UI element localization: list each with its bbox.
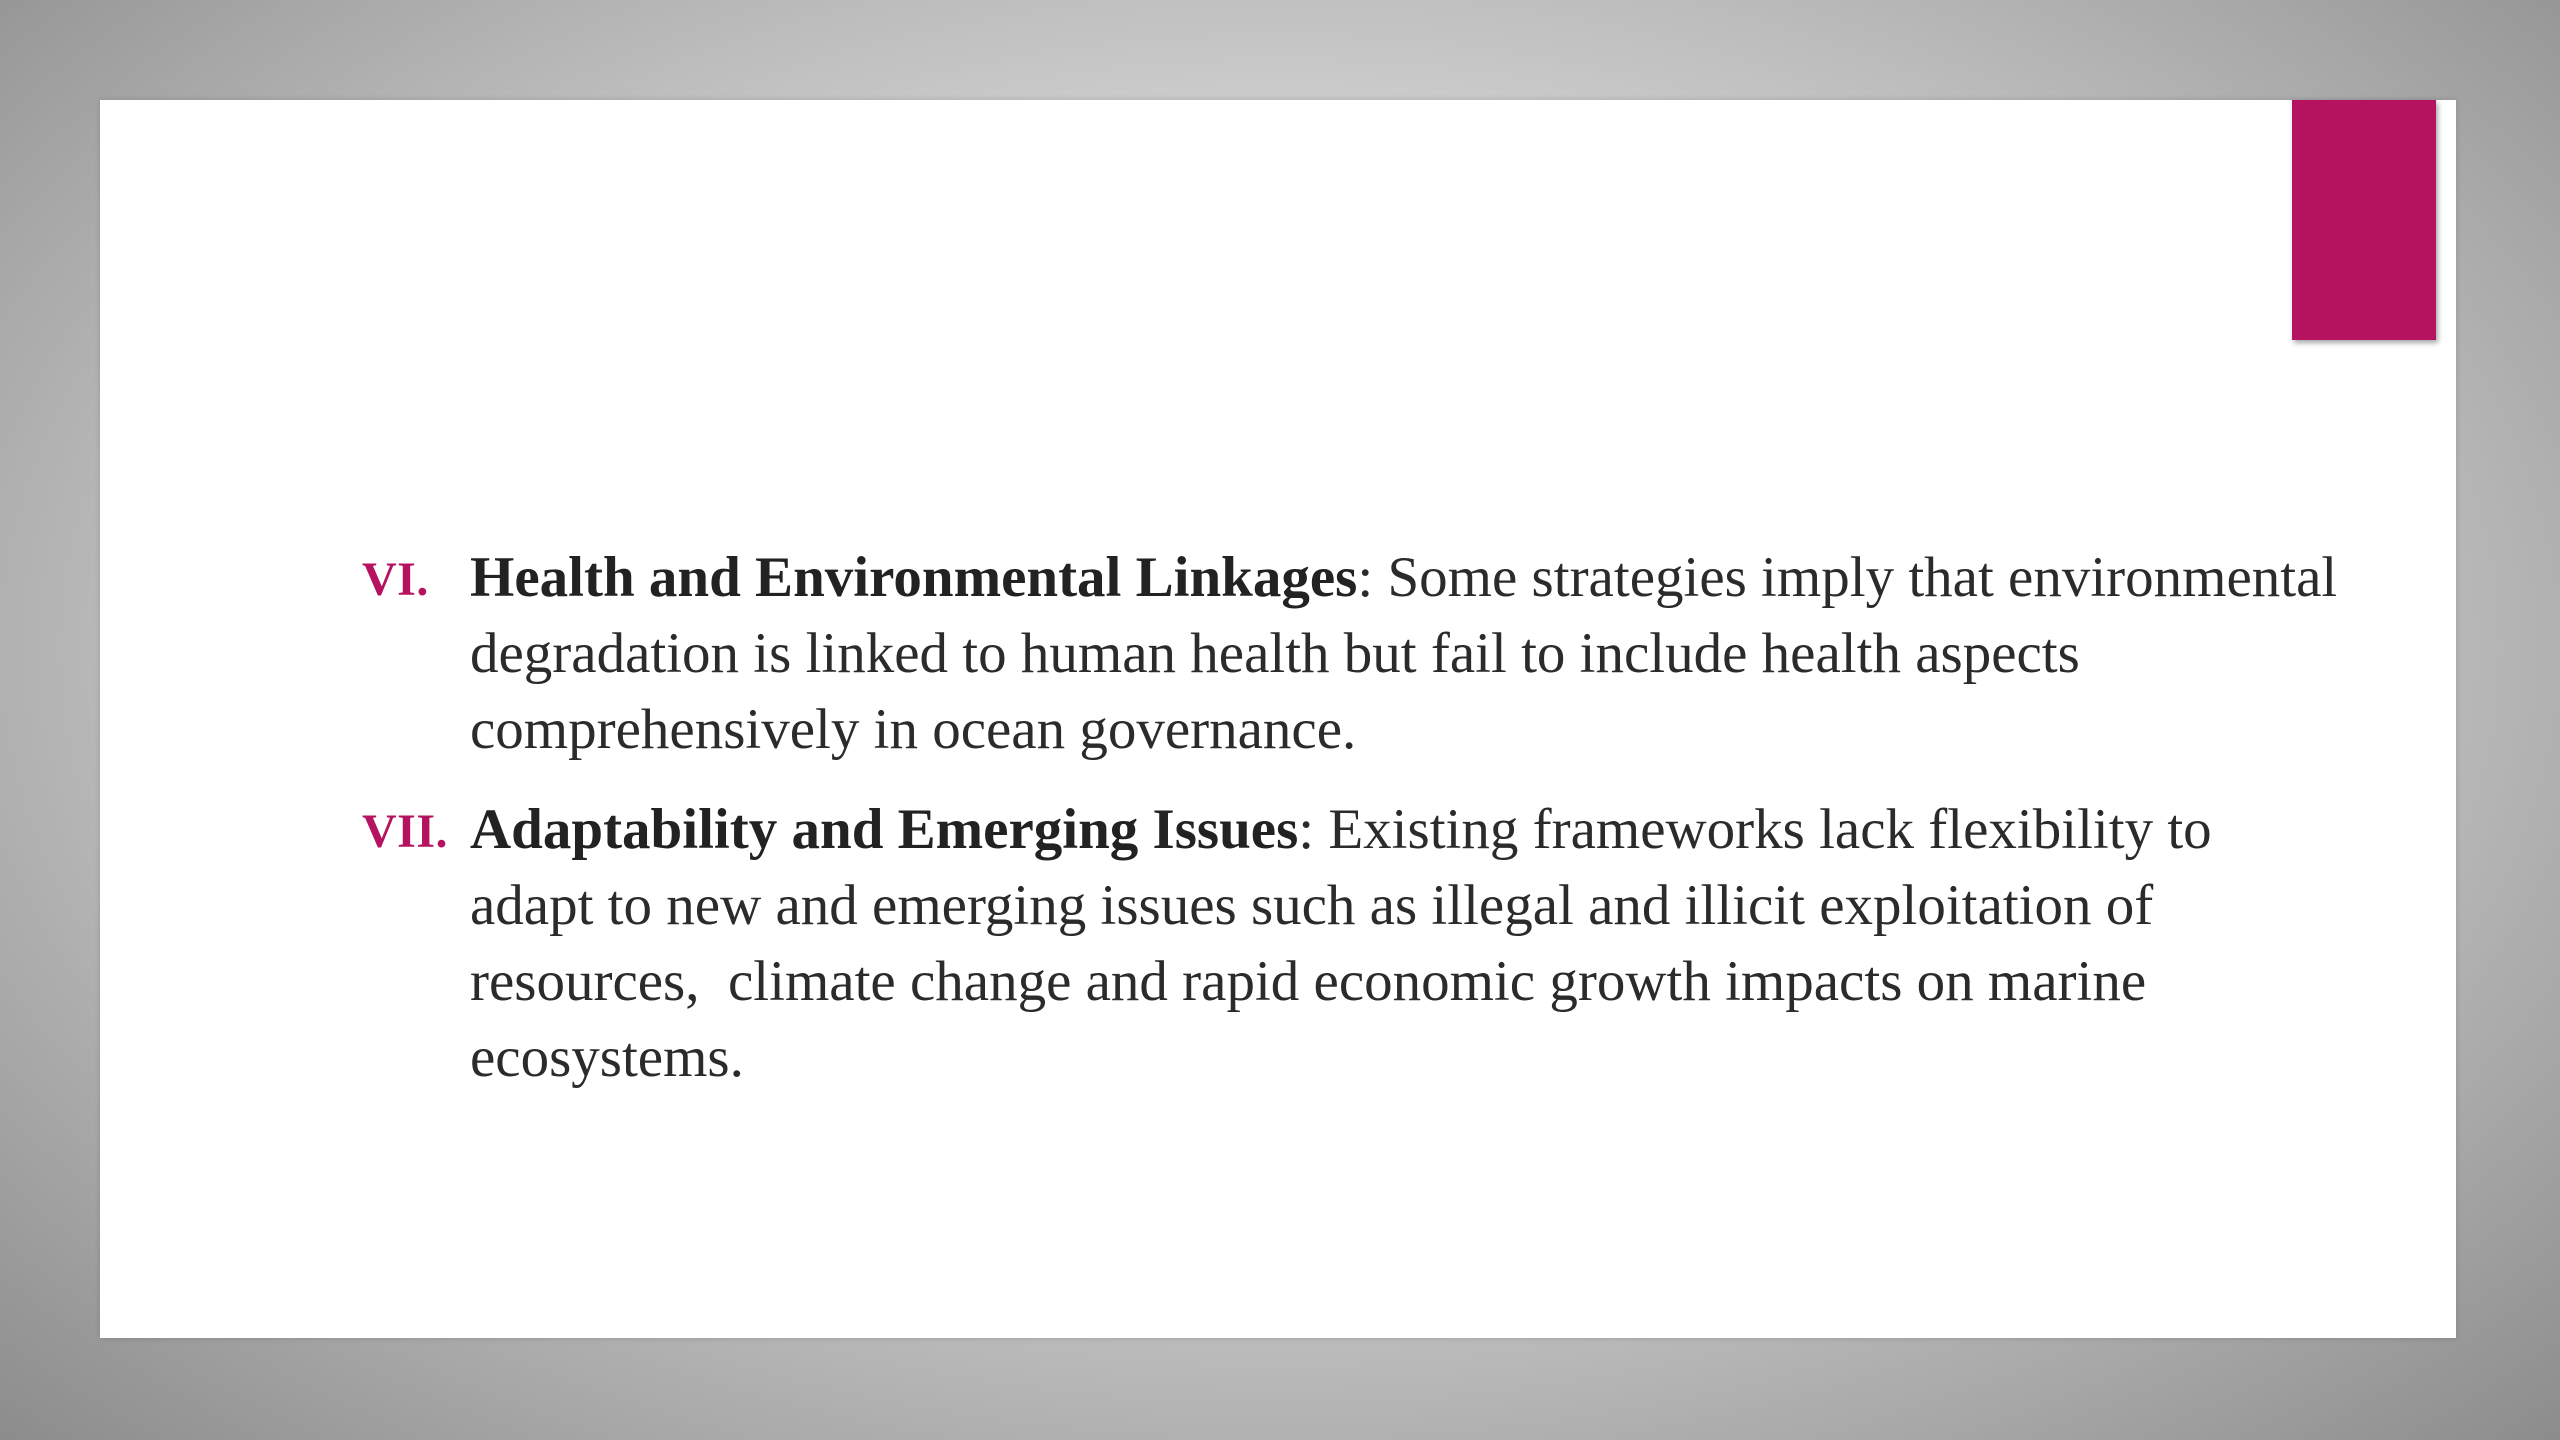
list-numeral: VII. <box>362 805 449 858</box>
item-separator: : <box>1298 798 1315 861</box>
slide <box>100 100 2456 1338</box>
item-heading: Health and Environmental Linkages <box>470 546 1358 609</box>
item-body: Existing frameworks lack flexibility to adapt to new and emerging issues such as illegal and illicit exploitation of resources, climate change and rapid economic growth impacts on marine ecosystems. <box>470 798 2226 1089</box>
item-body: Some strategies imply that environmental degradation is linked to human health but fail to include health aspects comprehensively in ocean governance. <box>470 546 2338 761</box>
item-separator: : <box>1357 546 1374 609</box>
list-item <box>362 792 2342 1096</box>
slide-content <box>362 540 2342 1120</box>
accent-tab <box>2292 100 2436 340</box>
list-item <box>362 540 2342 768</box>
list-numeral: VI. <box>362 553 429 606</box>
item-heading: Adaptability and Emerging Issues <box>470 798 1299 861</box>
